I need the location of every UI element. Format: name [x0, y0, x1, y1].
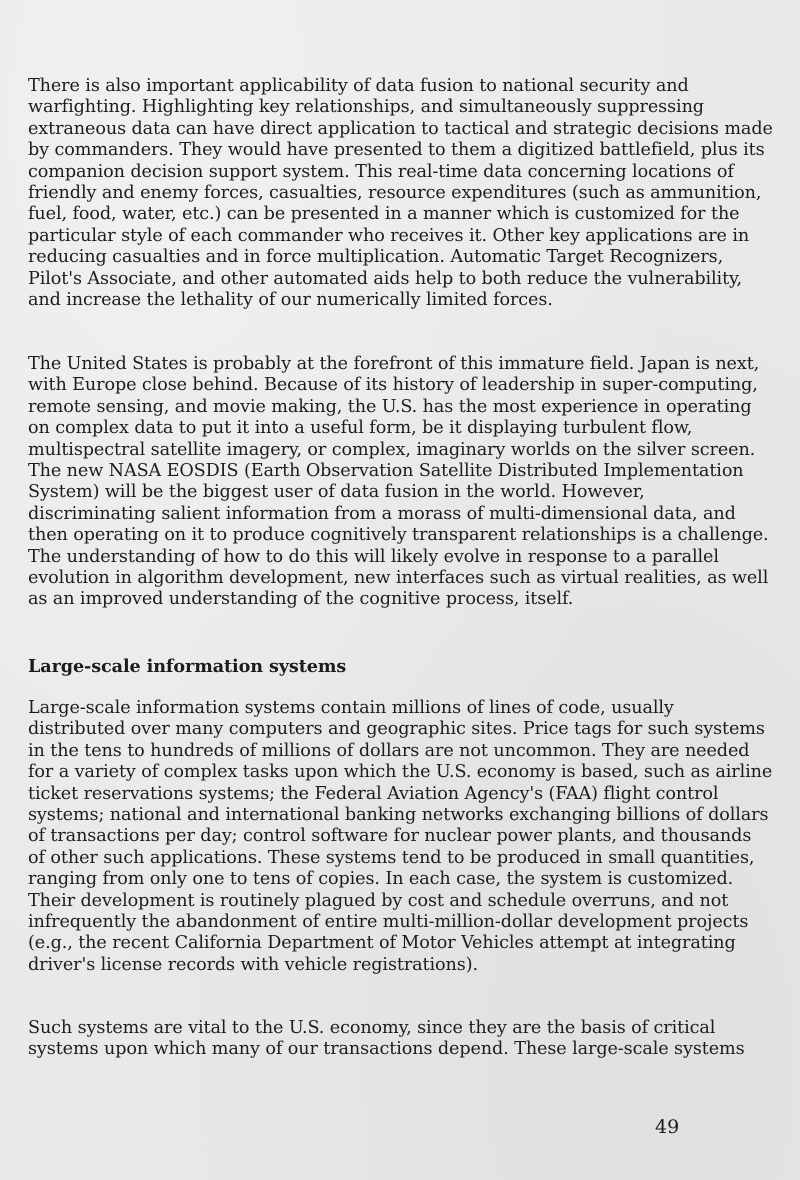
paragraph-us-forefront: The United States is probably at the forefront of this immature field. Japan is next, with Europe close behind. Because of its history of leadership in super-computing, remote sensing, and movie making, the U.S. has the most experience in operating on complex data to put it into a useful form, be it displaying turbulent flow, multispectral satellite imagery, or complex, imaginary worlds on the silver screen. The new NASA EOSDIS (Earth Observation Satellite Distributed Implementation System) will be the biggest user of data fusion in the world. However, discriminating salient information from a morass of multi-dimensional data, and then operating on it to produce cognitively transparent relationships is a challenge. The understanding of how to do this will likely evolve in response to a parallel evolution in algorithm development, new interfaces such as virtual realities, as well as an improved understanding of the cognitive process, itself. — [28, 354, 769, 610]
paragraph-large-scale-systems: Large-scale information systems contain millions of lines of code, usually distributed over many computers and geographic sites. Price tags for such systems in the tens to hundreds of millions of dollars are not uncommon. They are needed for a variety of complex tasks upon which the U.S. economy is based, such as airline ticket reservations systems; the Federal Aviation Agency's (FAA) flight control systems; national and international banking networks exchanging billions of dollars of transactions per day; control software for nuclear power plants, and thousands of other such applications. These systems tend to be produced in small quantities, ranging from only one to tens of copies. In each case, the system is customized. Their development is routinely plagued by cost and schedule overruns, and not infrequently the abandonment of entire multi-million-dollar development projects (e.g., the recent California Department of Motor Vehicles attempt at integrating driver's license records with vehicle registrations). — [28, 698, 773, 975]
paragraph-data-fusion-security: There is also important applicability of data fusion to national security and warfighting. Highlighting key relationships, and simultaneously suppressing extraneous data can have direct application to tactical and strategic decisions made by commanders. They would have presented to them a digitized battlefield, plus its companion decision support system. This real-time data concerning locations of friendly and enemy forces, casualties, resource expenditures (such as ammunition, fuel, food, water, etc.) can be presented in a manner which is customized for the particular style of each commander who receives it. Other key applications are in reducing casualties and in force multiplication. Automatic Target Recognizers, Pilot's Associate, and other automated aids help to both reduce the vulnerability, and increase the lethality of our numerically limited forces. — [28, 76, 773, 311]
paragraph-vital-systems: Such systems are vital to the U.S. economy, since they are the basis of critical systems upon which many of our transactions depend. These large-scale systems — [28, 1018, 745, 1060]
section-heading: Large-scale information systems — [28, 656, 347, 677]
page-number: 49 — [655, 1116, 680, 1138]
